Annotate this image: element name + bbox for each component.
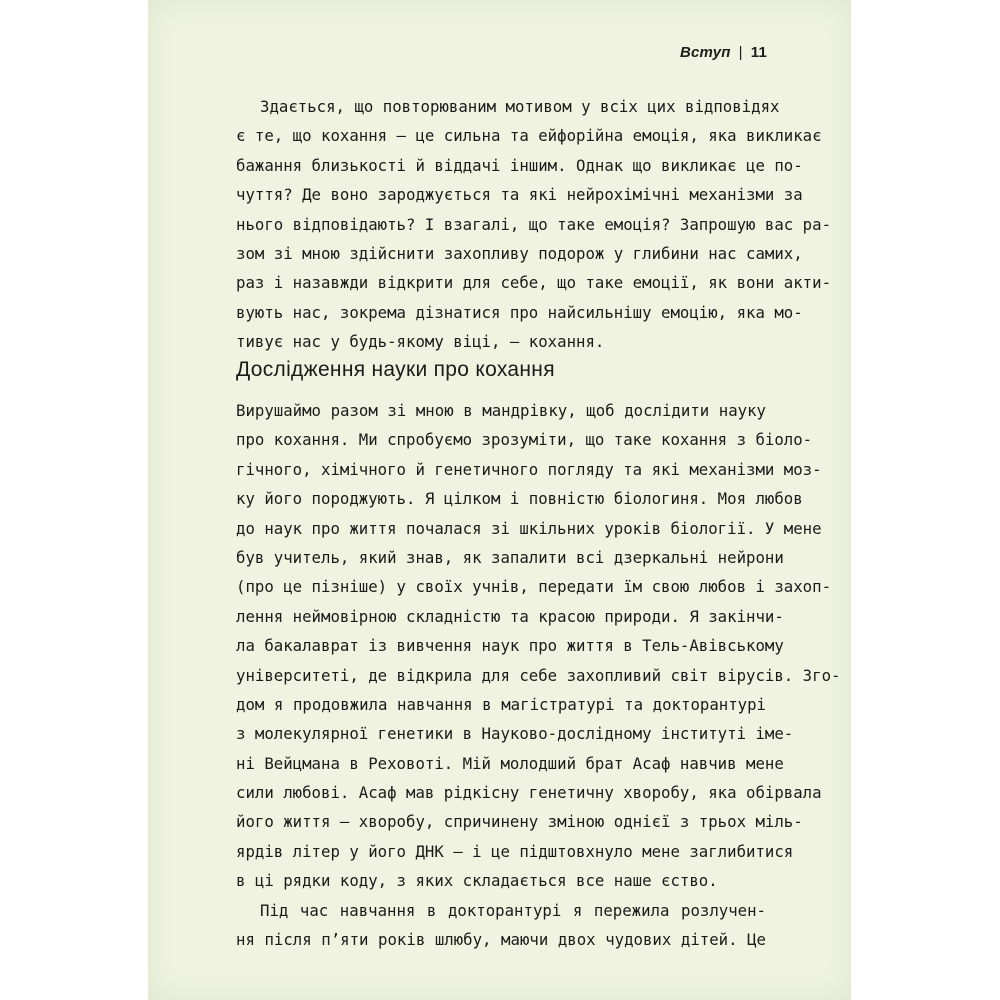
text-line: ня після п’яти років шлюбу, маючи двох чудових дітей. Це: [236, 930, 766, 950]
text-line: був учитель, який знав, як запалити всі дзеркальні нейрони: [236, 547, 784, 567]
text-line: тивує нас у будь-якому віці, — кохання.: [236, 332, 605, 352]
text-line: лення неймовірною складністю та красою природи. Я закінчи-: [236, 606, 784, 626]
book-page: [148, 0, 851, 1000]
text-line: ку його породжують. Я цілком і повністю біологиня. Моя любов: [236, 489, 803, 509]
paragraph-intro: [236, 92, 832, 357]
text-line: Вирушаймо разом зі мною в мандрівку, щоб дослідити науку: [236, 401, 766, 420]
text-line: ярдів літер у його ДНК — і це підштовхнуло мене заглибитися: [236, 841, 794, 861]
paragraph-research: [236, 396, 841, 896]
running-head-separator: |: [738, 44, 743, 61]
running-head: [680, 44, 767, 61]
text-line: університеті, де відкрила для себе захопливий світ вірусів. Зго-: [236, 665, 841, 685]
section-heading: Дослідження науки про кохання: [236, 358, 555, 381]
text-line: є те, що кохання — це сильна та ейфорійна емоція, яка викликає: [236, 126, 822, 146]
text-line: чуття? Де воно зароджується та які нейрохімічні механізми за: [236, 185, 803, 205]
page-number: 11: [750, 44, 767, 61]
text-line: Під час навчання в докторантурі я пережила розлучен-: [260, 901, 766, 920]
text-line: (про це пізніше) у своїх учнів, передати їм свою любов і захоп-: [236, 577, 832, 597]
text-line: ла бакалаврат із вивчення наук про життя в Тель-Авівському: [236, 636, 784, 656]
text-line: сили любові. Асаф мав рідкісну генетичну хворобу, яка обірвала: [236, 783, 822, 803]
text-line: про кохання. Ми спробуємо зрозуміти, що таке кохання з біоло-: [236, 430, 813, 450]
text-line: з молекулярної генетики в Науково-дослідному інституті іме-: [236, 724, 794, 744]
text-line: до наук про життя почалася зі шкільних уроків біології. У мене: [236, 518, 822, 538]
text-line: в ці рядки коду, з яких складається все наше єство.: [236, 871, 718, 891]
text-line: зом зі мною здійснити захопливу подорож у глибини нас самих,: [236, 243, 803, 263]
text-line: раз і назавжди відкрити для себе, що таке емоції, як вони акти-: [236, 273, 832, 293]
text-line: дом я продовжила навчання в магістратурі та докторантурі: [236, 694, 766, 714]
text-line: бажання близькості й віддачі іншим. Однак що викликає це по-: [236, 155, 803, 175]
text-line: ні Вейцмана в Реховоті. Мій молодший брат Асаф навчив мене: [236, 753, 784, 773]
running-head-section: Вступ: [679, 44, 731, 61]
text-line: його життя — хворобу, спричинену зміною однієї з трьох міль-: [236, 812, 803, 832]
text-line: гічного, хімічного й генетичного погляду та які механізми моз-: [236, 459, 822, 479]
text-line: нього відповідають? І взагалі, що таке емоція? Запрошую вас ра-: [236, 214, 832, 234]
text-line: Здається, що повторюваним мотивом у всіх цих відповідях: [260, 97, 780, 116]
text-line: вують нас, зокрема дізнатися про найсильнішу емоцію, яка мо-: [236, 302, 803, 322]
paragraph-doctorate: [236, 896, 766, 955]
